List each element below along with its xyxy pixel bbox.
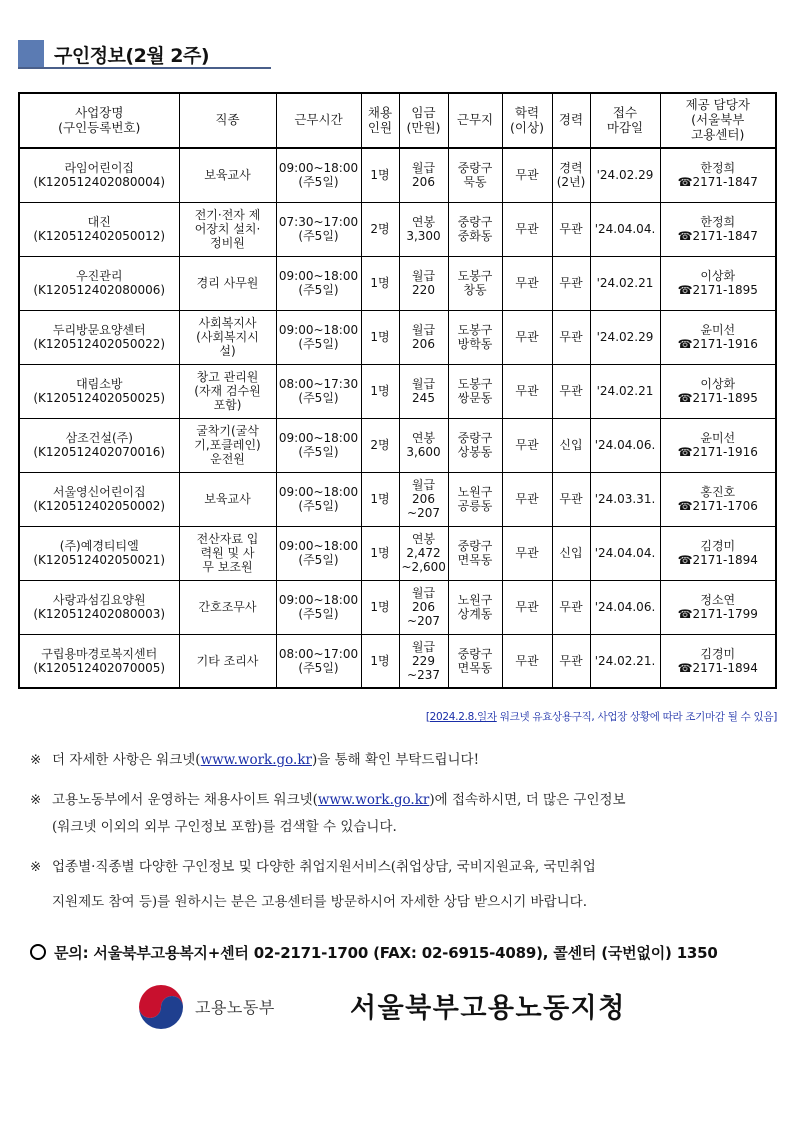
count-cell: 1명 (361, 364, 399, 418)
edu-cell: 무관 (502, 202, 552, 256)
company-name: 대림소방 (76, 376, 123, 391)
edu-cell: 무관 (502, 310, 552, 364)
note-item (30, 787, 770, 841)
registration-number: (K120512402050021) (33, 553, 166, 567)
hours-cell: 08:00~17:00 (주5일) (276, 634, 361, 688)
column-header: 학력 (이상) (502, 93, 552, 148)
location-cell: 노원구 상계동 (448, 580, 502, 634)
company-name: (주)예경티티엘 (59, 538, 139, 553)
table-row (19, 148, 776, 202)
location-cell: 중랑구 면목동 (448, 526, 502, 580)
career-cell: 무관 (552, 202, 590, 256)
column-header: 직종 (179, 93, 276, 148)
table-row (19, 472, 776, 526)
wage-cell: 월급 229 ~237 (399, 634, 448, 688)
page-title: 구인정보(2월 2주) (54, 45, 210, 67)
reference-mark: ※ (30, 752, 42, 768)
job-cell: 전산자료 입 력원 및 사 무 보조원 (179, 526, 276, 580)
count-cell: 1명 (361, 580, 399, 634)
hours-cell: 09:00~18:00 (주5일) (276, 148, 361, 202)
count-cell: 1명 (361, 256, 399, 310)
career-cell: 무관 (552, 634, 590, 688)
column-header: 근무시간 (276, 93, 361, 148)
company-cell (19, 580, 179, 634)
table-row (19, 256, 776, 310)
wage-cell: 월급 220 (399, 256, 448, 310)
table-row (19, 580, 776, 634)
job-cell: 전기·전자 제 어장치 설치· 정비원 (179, 202, 276, 256)
phone-number: 2171-1895 (692, 283, 758, 297)
contact-cell (660, 310, 776, 364)
count-cell: 2명 (361, 202, 399, 256)
contact-cell (660, 472, 776, 526)
count-cell: 2명 (361, 418, 399, 472)
wage-cell: 월급 245 (399, 364, 448, 418)
column-header: 채용 인원 (361, 93, 399, 148)
phone-icon: ☎ (677, 660, 693, 675)
registration-number: (K120512402080004) (33, 175, 166, 190)
phone-line (663, 499, 774, 513)
registration-number: (K120512402050012) (33, 229, 166, 243)
company-cell (19, 634, 179, 688)
location-cell: 도봉구 창동 (448, 256, 502, 310)
note-date: 2024.2.8.일자 (429, 711, 497, 723)
hours-cell: 09:00~18:00 (주5일) (276, 526, 361, 580)
career-cell: 무관 (552, 310, 590, 364)
column-header: 경력 (552, 93, 590, 148)
deadline-cell: '24.02.21 (590, 256, 660, 310)
contact-name: 김경미 (700, 646, 736, 661)
contact-cell (660, 364, 776, 418)
edu-cell: 무관 (502, 256, 552, 310)
job-table (18, 92, 777, 689)
deadline-cell: '24.02.29 (590, 310, 660, 364)
contact-cell (660, 580, 776, 634)
count-cell: 1명 (361, 310, 399, 364)
note-text: 더 자세한 사항은 워크넷( (52, 752, 201, 768)
wage-cell: 월급 206 ~207 (399, 472, 448, 526)
phone-icon: ☎ (677, 607, 693, 621)
deadline-cell: '24.04.04. (590, 526, 660, 580)
note-text: (워크넷 이외의 외부 구인정보 포함)를 검색할 수 있습니다. (52, 819, 397, 835)
job-cell: 기타 조리사 (179, 634, 276, 688)
location-cell: 중랑구 면목동 (448, 634, 502, 688)
phone-number: 2171-1847 (692, 175, 758, 190)
contact-cell (660, 418, 776, 472)
table-row (19, 418, 776, 472)
company-name: 라임어린이집 (64, 161, 135, 176)
table-header-row (19, 93, 776, 148)
phone-line (663, 229, 774, 243)
hours-cell: 09:00~18:00 (주5일) (276, 472, 361, 526)
title-bar (18, 38, 271, 69)
title-marker (18, 40, 44, 67)
phone-number: 2171-1916 (692, 337, 758, 351)
worknet-link[interactable]: www.work.go.kr (317, 792, 430, 808)
edu-cell: 무관 (502, 634, 552, 688)
location-cell: 중랑구 중화동 (448, 202, 502, 256)
note-text: 워크넷 유효상용구직, 사업장 상황에 따라 조기마감 될 수 있음] (496, 711, 777, 723)
hours-cell: 08:00~17:30 (주5일) (276, 364, 361, 418)
company-name: 사랑과섬김요양원 (52, 592, 146, 607)
phone-line (663, 175, 774, 189)
phone-line (663, 607, 774, 621)
company-cell (19, 148, 179, 202)
career-cell: 무관 (552, 364, 590, 418)
contact-name: 김경미 (700, 538, 736, 553)
phone-number: 2171-1706 (692, 499, 758, 513)
company-name: 구립용마경로복지센터 (41, 646, 158, 661)
edu-cell: 무관 (502, 472, 552, 526)
career-cell: 무관 (552, 580, 590, 634)
column-header: 임금 (만원) (399, 93, 448, 148)
wage-cell: 연봉 2,472 ~2,600 (399, 526, 448, 580)
job-cell: 경리 사무원 (179, 256, 276, 310)
notes-section (30, 747, 770, 929)
hours-cell: 09:00~18:00 (주5일) (276, 418, 361, 472)
deadline-cell: '24.02.29 (590, 148, 660, 202)
phone-icon: ☎ (677, 229, 693, 243)
hours-cell: 09:00~18:00 (주5일) (276, 580, 361, 634)
deadline-cell: '24.02.21 (590, 364, 660, 418)
ministry-name: 고용노동부 (195, 998, 275, 1017)
job-cell: 보육교사 (179, 148, 276, 202)
phone-number: 2171-1894 (692, 553, 758, 567)
wage-cell: 월급 206 ~207 (399, 580, 448, 634)
phone-icon: ☎ (677, 175, 693, 190)
edu-cell: 무관 (502, 526, 552, 580)
phone-line (663, 553, 774, 567)
career-cell: 무관 (552, 472, 590, 526)
company-name: 서울영신어린이집 (52, 484, 146, 499)
note-item (30, 854, 770, 916)
deadline-note (426, 709, 777, 724)
hours-cell: 07:30~17:00 (주5일) (276, 202, 361, 256)
company-name: 두리방문요양센터 (52, 322, 146, 337)
phone-icon: ☎ (677, 553, 693, 567)
company-cell (19, 418, 179, 472)
contact-text: 문의: 서울북부고용복지+센터 02-2171-1700 (FAX: 02-6915-4089), 콜센터 (국번없이) 1350 (54, 944, 718, 962)
note-bracket: [ (425, 711, 430, 723)
edu-cell: 무관 (502, 580, 552, 634)
phone-line (663, 283, 774, 297)
registration-number: (K120512402080006) (33, 283, 166, 297)
location-cell: 도봉구 쌍문동 (448, 364, 502, 418)
count-cell: 1명 (361, 634, 399, 688)
deadline-cell: '24.04.06. (590, 418, 660, 472)
table-row (19, 310, 776, 364)
contact-name: 윤미선 (700, 322, 736, 337)
job-cell: 사회복지사 (사회복지시 설) (179, 310, 276, 364)
wage-cell: 연봉 3,600 (399, 418, 448, 472)
registration-number: (K120512402050025) (33, 391, 166, 405)
deadline-cell: '24.04.04. (590, 202, 660, 256)
contact-name: 정소연 (700, 592, 736, 607)
company-cell (19, 526, 179, 580)
phone-icon: ☎ (677, 337, 693, 351)
ministry-logo-icon (136, 982, 186, 1032)
company-cell (19, 364, 179, 418)
wage-cell: 월급 206 (399, 148, 448, 202)
job-cell: 굴착기(굴삭 기,포클레인) 운전원 (179, 418, 276, 472)
phone-icon: ☎ (677, 391, 693, 405)
deadline-cell: '24.04.06. (590, 580, 660, 634)
hours-cell: 09:00~18:00 (주5일) (276, 256, 361, 310)
column-header: 근무지 (448, 93, 502, 148)
contact-line (30, 942, 718, 963)
note-text: 지원제도 참여 등)를 원하시는 분은 고용센터를 방문하시어 자세한 상담 받으시기 바랍니다. (52, 894, 587, 910)
phone-number: 2171-1916 (692, 445, 758, 459)
phone-line (663, 661, 774, 675)
column-header: 제공 담당자 (서울북부 고용센터) (660, 93, 776, 148)
table-body (19, 148, 776, 688)
table-row (19, 526, 776, 580)
deadline-cell: '24.03.31. (590, 472, 660, 526)
note-text: 고용노동부에서 운영하는 채용사이트 워크넷( (52, 792, 318, 808)
company-cell (19, 310, 179, 364)
table-row (19, 634, 776, 688)
contact-cell (660, 526, 776, 580)
company-name: 대진 (87, 214, 111, 229)
contact-cell (660, 256, 776, 310)
career-cell: 신입 (552, 418, 590, 472)
contact-name: 윤미선 (700, 430, 736, 445)
worknet-link[interactable]: www.work.go.kr (200, 752, 312, 768)
phone-number: 2171-1895 (692, 391, 758, 405)
edu-cell: 무관 (502, 418, 552, 472)
location-cell: 중랑구 묵동 (448, 148, 502, 202)
company-cell (19, 472, 179, 526)
job-cell: 간호조무사 (179, 580, 276, 634)
job-cell: 보육교사 (179, 472, 276, 526)
phone-icon: ☎ (677, 283, 693, 297)
phone-number: 2171-1799 (692, 607, 758, 621)
registration-number: (K120512402070005) (33, 660, 166, 675)
registration-number: (K120512402070016) (33, 445, 166, 459)
edu-cell: 무관 (502, 148, 552, 202)
contact-name: 한정희 (700, 161, 736, 176)
count-cell: 1명 (361, 526, 399, 580)
contact-name: 한정희 (700, 214, 736, 229)
location-cell: 중랑구 상봉동 (448, 418, 502, 472)
phone-line (663, 337, 774, 351)
contact-cell (660, 634, 776, 688)
count-cell: 1명 (361, 472, 399, 526)
career-cell: 무관 (552, 256, 590, 310)
office-name: 서울북부고용노동지청 (350, 993, 626, 1024)
note-text: )을 통해 확인 부탁드립니다! (311, 752, 480, 768)
edu-cell: 무관 (502, 364, 552, 418)
company-cell (19, 256, 179, 310)
column-header: 접수 마감일 (590, 93, 660, 148)
phone-line (663, 391, 774, 405)
note-item (30, 747, 770, 774)
note-text: )에 접속하시면, 더 많은 구인정보 (429, 792, 626, 808)
phone-icon: ☎ (677, 499, 693, 513)
column-header: 사업장명 (구인등록번호) (19, 93, 179, 148)
deadline-cell: '24.02.21. (590, 634, 660, 688)
company-cell (19, 202, 179, 256)
count-cell: 1명 (361, 148, 399, 202)
location-cell: 도봉구 방학동 (448, 310, 502, 364)
wage-cell: 월급 206 (399, 310, 448, 364)
location-cell: 노원구 공릉동 (448, 472, 502, 526)
career-cell: 경력 (2년) (552, 148, 590, 202)
wage-cell: 연봉 3,300 (399, 202, 448, 256)
table-row (19, 364, 776, 418)
phone-icon: ☎ (677, 445, 693, 459)
registration-number: (K120512402050022) (33, 337, 166, 351)
note-text: 업종별·직종별 다양한 구인정보 및 다양한 취업지원서비스(취업상담, 국비지원교육, 국민취업 (52, 859, 596, 875)
registration-number: (K120512402050002) (33, 499, 166, 513)
reference-mark: ※ (30, 792, 42, 808)
contact-name: 이상화 (700, 268, 736, 283)
phone-number: 2171-1847 (692, 229, 758, 243)
job-cell: 창고 관리원 (자재 검수원 포함) (179, 364, 276, 418)
circle-bullet-icon (30, 944, 46, 960)
phone-line (663, 445, 774, 459)
hours-cell: 09:00~18:00 (주5일) (276, 310, 361, 364)
registration-number: (K120512402080003) (33, 607, 166, 621)
contact-name: 이상화 (700, 376, 736, 391)
phone-number: 2171-1894 (692, 660, 758, 675)
career-cell: 신입 (552, 526, 590, 580)
company-name: 삼조건설(주) (65, 430, 133, 445)
table-row (19, 202, 776, 256)
contact-name: 홍진호 (700, 484, 736, 499)
reference-mark: ※ (30, 859, 42, 875)
contact-cell (660, 148, 776, 202)
company-name: 우진관리 (76, 268, 123, 283)
contact-cell (660, 202, 776, 256)
